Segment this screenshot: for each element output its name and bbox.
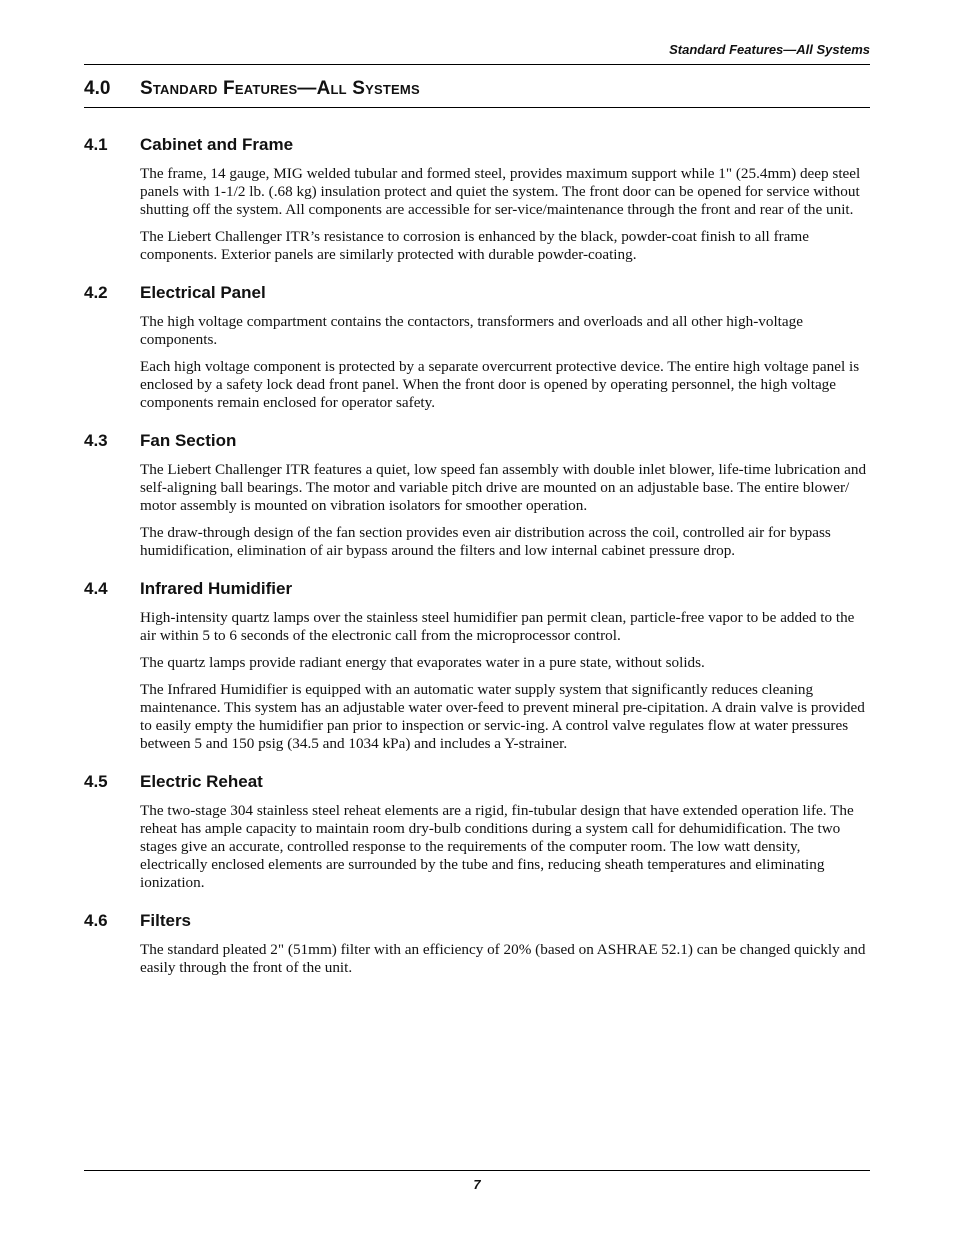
paragraph: The draw-through design of the fan section provides even air distribution across the coil, controlled air for bypass humidification, elimination of air bypass around the filters and low internal cabinet pressure drop. [140, 524, 831, 559]
section-title: Filters [140, 911, 192, 930]
section-number: 4.5 [84, 772, 108, 791]
paragraph: Each high voltage component is protected by a separate overcurrent protective device. The entire high voltage panel is enclosed by a safety lock dead front panel. When the front door is opened by operating personnel, the high voltage components remain enclosed for operator safety. [140, 358, 860, 411]
section-heading [84, 578, 870, 600]
running-header: Standard Features—All Systems [669, 42, 870, 57]
page-number: 7 [473, 1177, 481, 1192]
section-heading [84, 430, 870, 452]
paragraph: High-intensity quartz lamps over the stainless steel humidifier pan permit clean, particle-free vapor to be added to the air within 5 to 6 seconds of the electronic call from the microprocessor control. [140, 609, 855, 644]
paragraph: The frame, 14 gauge, MIG welded tubular and formed steel, provides maximum support while 1" (25.4mm) deep steel panels with 1-1/2 lb. (.68 kg) insulation protect and quiet the system. The front door can be opened for service without shutting off the system. All components are accessible for ser-vice/maintenance through the front and rear of the unit. [140, 165, 861, 218]
section-cabinet-and-frame [84, 134, 870, 264]
paragraph: The Liebert Challenger ITR features a quiet, low speed fan assembly with double inlet blower, life-time lubrication and self-aligning ball bearings. The motor and variable pitch drive are mounted on an adjustable base. The entire blower/ motor assembly is mounted on vibration isolators for smoother operation. [140, 461, 867, 514]
section-title: Electrical Panel [140, 283, 266, 302]
section-number: 4.3 [84, 431, 108, 450]
paragraph: The Infrared Humidifier is equipped with an automatic water supply system that significantly reduces cleaning maintenance. This system has an adjustable water over-feed to prevent mineral pre-cipitation. A drain valve is provided to easily empty the humidifier pan prior to inspection or servic-ing. A control valve regulates flow at water pressures between 5 and 150 psig (34.5 and 1034 kPa) and includes a Y-strainer. [140, 681, 865, 752]
section-electrical-panel [84, 282, 870, 412]
section-number: 4.4 [84, 579, 108, 598]
paragraph: The quartz lamps provide radiant energy that evaporates water in a pure state, without solids. [140, 654, 705, 671]
section-title: Electric Reheat [140, 772, 263, 791]
section-heading [84, 134, 870, 156]
section-infrared-humidifier [84, 578, 870, 753]
section-heading [84, 282, 870, 304]
section-electric-reheat [84, 771, 870, 892]
section-title: Fan Section [140, 431, 237, 450]
chapter-number: 4.0 [84, 78, 111, 99]
section-heading [84, 771, 870, 793]
section-title: Infrared Humidifier [140, 579, 293, 598]
section-title: Cabinet and Frame [140, 135, 294, 154]
chapter-rule [84, 107, 870, 108]
paragraph: The two-stage 304 stainless steel reheat elements are a rigid, fin-tubular design that have extended operation life. The reheat has ample capacity to maintain room dry-bulb conditions during a system call for dehumidification. The two stages give an accurate, controlled response to the requirements of the computer room. The low watt density, electrically enclosed elements are surrounded by the tube and fins, reducing sheath temperatures and eliminating ionization. [140, 802, 854, 891]
section-number: 4.2 [84, 283, 108, 302]
section-number: 4.6 [84, 911, 108, 930]
section-heading [84, 910, 870, 932]
paragraph: The Liebert Challenger ITR’s resistance to corrosion is enhanced by the black, powder-coat finish to all frame components. Exterior panels are similarly protected with durable powder-coating. [140, 228, 809, 263]
chapter-title: Standard Features—All Systems [140, 78, 420, 99]
section-filters [84, 910, 870, 977]
paragraph: The standard pleated 2" (51mm) filter with an efficiency of 20% (based on ASHRAE 52.1) can be changed quickly and easily through the front of the unit. [140, 941, 866, 976]
footer-rule [84, 1170, 870, 1171]
section-fan-section [84, 430, 870, 560]
section-number: 4.1 [84, 135, 108, 154]
header-rule [84, 64, 870, 65]
content-body [84, 134, 870, 995]
chapter-heading [84, 78, 870, 100]
paragraph: The high voltage compartment contains the contactors, transformers and overloads and all other high-voltage components. [140, 313, 803, 348]
